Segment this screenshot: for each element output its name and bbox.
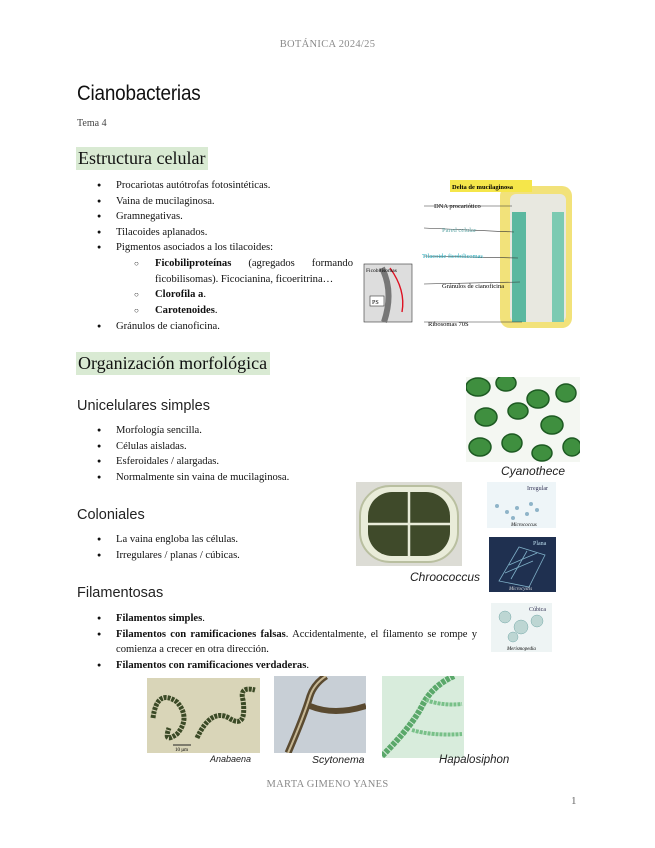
list-item: ● Irregulares / planas / cúbicas. [77, 548, 357, 564]
list-coloniales [77, 532, 357, 563]
caption-scytonema: Scytonema [312, 754, 365, 766]
page-header: BOTÁNICA 2024/25 [279, 39, 376, 50]
list-item: ● Normalmente sin vaina de mucilaginosa. [77, 470, 357, 486]
pigment-desc: (agregados formando ficobilisomas). Ficocianina, ficoeritrina… [155, 258, 353, 285]
filament-type: Filamentos con ramificaciones falsas [116, 628, 286, 640]
caption-hapalosiphon: Hapalosiphon [439, 754, 510, 766]
pigment-desc: . [214, 304, 218, 316]
label-ribosomas: Ribosomas 70S [428, 321, 469, 328]
label-ps: PS [372, 300, 379, 306]
list-item: ● Gramnegativas. [77, 209, 357, 225]
caption-chroococcus: Chroococcus [410, 570, 481, 584]
list-item: ● Gránulos de cianoficina. [77, 319, 357, 335]
list-pigmentos [77, 256, 353, 318]
scytonema-image [274, 676, 366, 753]
cyanothece-image [466, 377, 580, 462]
heading-coloniales: Coloniales [77, 507, 145, 523]
cubica-colony-image [491, 603, 552, 652]
list-item: ● Pigmentos asociados a los tilacoides: [77, 240, 357, 256]
anabaena-svg [147, 678, 260, 753]
anabaena-image [147, 678, 260, 753]
irregular-svg [487, 482, 556, 528]
plana-colony-image [489, 537, 556, 592]
cubica-svg [491, 603, 552, 652]
list-item: ● Tilacoides aplanados. [77, 225, 357, 241]
hapalosiphon-image [382, 676, 464, 758]
chroococcus-image [356, 482, 462, 566]
label-micrococcus: Micrococcus [511, 523, 537, 528]
list-estructura [77, 178, 357, 256]
caption-cyanothece: Cyanothece [501, 464, 566, 478]
list-item: ● Procariotas autótrofas fotosintéticas. [77, 178, 357, 194]
plana-svg [489, 537, 556, 592]
filament-desc: . [202, 613, 205, 624]
label-merismopedia: Merismopedia [507, 647, 536, 652]
page-title: Cianobacterias [77, 82, 201, 105]
pigment-name: Ficobiliproteínas [155, 258, 232, 269]
scytonema-svg [274, 676, 366, 753]
label-microcystis: Microcystis [509, 587, 533, 592]
label-granulos: Gránulos de cianoficina [442, 283, 505, 290]
cyanothece-svg [466, 377, 580, 462]
label-mucilaginosa: Delta de mucilaginosa [452, 184, 514, 191]
list-unicelulares [77, 423, 357, 485]
pigment-name: Clorofila a [155, 289, 204, 301]
hapalosiphon-svg [382, 676, 464, 758]
filament-type: Filamentos con ramificaciones verdaderas [116, 659, 307, 671]
list-item: ● Vaina de mucilaginosa. [77, 194, 357, 210]
filament-type: Filamentos simples [116, 613, 203, 624]
label-plana: Plana [533, 541, 547, 547]
list-filamentosas [77, 611, 477, 673]
page-number: 1 [571, 795, 577, 807]
filament-desc: . Accidentalmente, el filamento se rompe y comienza a crecer en otra dirección. [116, 628, 478, 656]
label-ficobilisomas: Ficobilisomas [366, 268, 397, 274]
list-item: ● Esferoidales / alargadas. [77, 454, 357, 470]
page-subtitle: Tema 4 [77, 118, 107, 129]
label-irregular: Irregular [527, 486, 548, 492]
page-footer: MARTA GIMENO YANES [266, 779, 389, 790]
list-item [77, 611, 477, 627]
label-tilacoide: Tilacoide ficobilisomas [422, 253, 483, 260]
label-pared: Pared celular [442, 227, 477, 234]
label-dna: DNA procariótico [434, 203, 481, 210]
list-item: ● La vaina engloba las células. [77, 532, 357, 548]
heading-estructura: Estructura celular [76, 147, 208, 170]
label-cubica: Cúbica [529, 607, 546, 613]
cell-diagram-svg [362, 172, 580, 332]
filament-desc: . [306, 659, 310, 671]
list-item: ● Morfología sencilla. [77, 423, 357, 439]
cell-structure-diagram [362, 172, 580, 332]
chroococcus-svg [356, 482, 462, 566]
list-estructura-end [77, 319, 357, 335]
list-item [77, 256, 353, 287]
list-item [77, 658, 477, 674]
irregular-colony-image [487, 482, 556, 528]
list-item [77, 627, 477, 658]
list-item: ● Células aisladas. [77, 439, 357, 455]
pigment-name: Carotenoides [155, 304, 215, 316]
heading-unicelulares: Unicelulares simples [77, 398, 210, 414]
heading-filamentosas: Filamentosas [77, 585, 164, 601]
list-item [77, 287, 353, 303]
heading-organizacion: Organización morfológica [76, 352, 270, 375]
list-item [77, 303, 353, 319]
scale-bar-label: 10 µm [175, 748, 189, 753]
caption-anabaena: Anabaena [210, 754, 252, 764]
pigment-desc: . [203, 289, 207, 301]
